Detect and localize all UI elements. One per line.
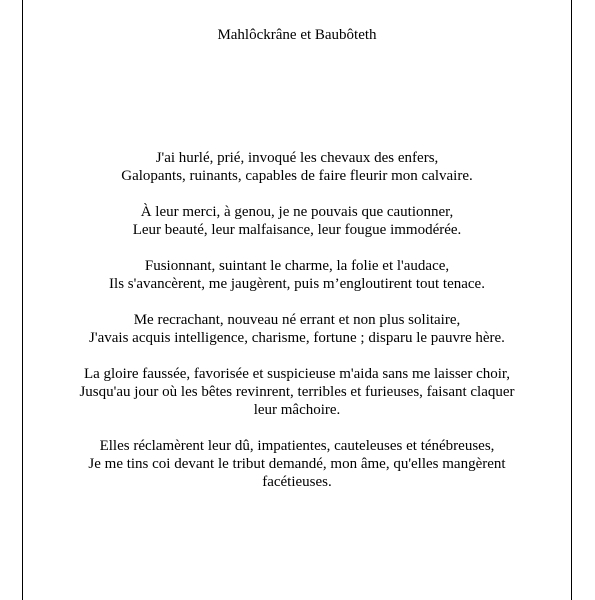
stanza-2 [23, 203, 571, 239]
stanza-5 [23, 365, 571, 419]
stanza-1 [23, 149, 571, 185]
stanza-3-line-1: Fusionnant, suintant le charme, la folie et l'audace, [144, 258, 450, 274]
stanza-5-line-2: Jusqu'au jour où les bêtes revinrent, terribles et furieuses, faisant claquer [79, 384, 515, 400]
stanza-3 [23, 257, 571, 293]
stanza-6-line-2: Je me tins coi devant le tribut demandé, mon âme, qu'elles mangèrent [88, 456, 506, 472]
stanza-6-line-1: Elles réclamèrent leur dû, impatientes, cauteleuses et ténébreuses, [99, 438, 495, 454]
stanza-4 [23, 311, 571, 347]
stanza-6 [23, 437, 571, 491]
poem-title: Mahlôckrâne et Baubôteth [217, 27, 377, 43]
poem-body [23, 149, 571, 509]
stanza-2-line-2: Leur beauté, leur malfaisance, leur fougue immodérée. [132, 222, 462, 238]
stanza-3-line-2: Ils s'avancèrent, me jaugèrent, puis m’engloutirent tout tenace. [109, 276, 485, 292]
stanza-4-line-2: J'avais acquis intelligence, charisme, fortune ; disparu le pauvre hère. [89, 330, 505, 346]
stanza-1-line-1: J'ai hurlé, prié, invoqué les chevaux des enfers, [155, 150, 439, 166]
stanza-4-line-1: Me recrachant, nouveau né errant et non plus solitaire, [133, 312, 461, 328]
stanza-6-line-3: facétieuses. [262, 474, 332, 490]
document-page [22, 0, 572, 600]
stanza-5-line-3: leur mâchoire. [253, 402, 341, 418]
stanza-1-line-2: Galopants, ruinants, capables de faire fleurir mon calvaire. [121, 168, 473, 184]
stanza-2-line-1: À leur merci, à genou, je ne pouvais que cautionner, [140, 204, 454, 220]
stanza-5-line-1: La gloire faussée, favorisée et suspicieuse m'aida sans me laisser choir, [83, 366, 511, 382]
